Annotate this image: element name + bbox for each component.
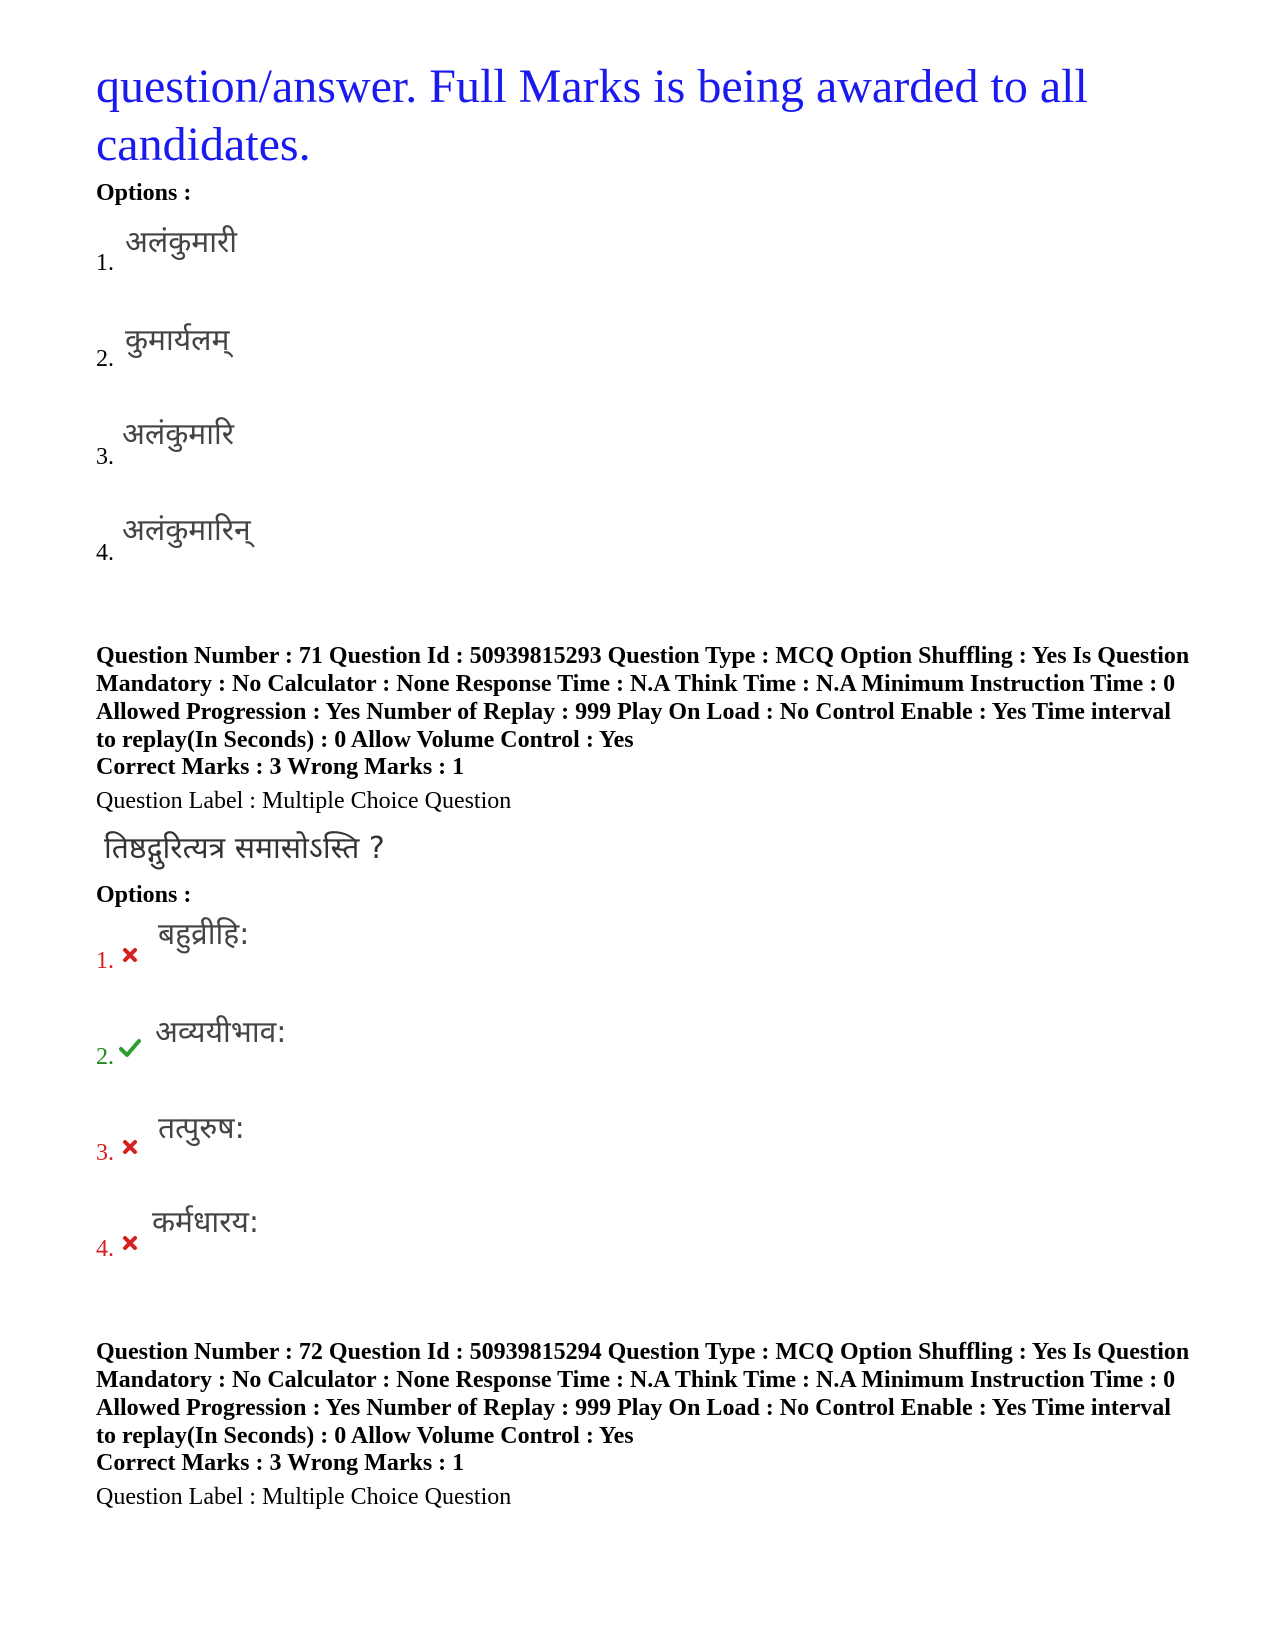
option-number: 3. bbox=[96, 1140, 114, 1166]
question-text: तिष्ठद्गुरित्यत्र समासोऽस्ति ? bbox=[104, 831, 385, 866]
question-label: Question Label : Multiple Choice Question bbox=[96, 1484, 512, 1510]
option-number: 1. bbox=[96, 948, 114, 974]
cross-icon bbox=[121, 1234, 139, 1252]
option-number: 4. bbox=[96, 1236, 114, 1262]
option-number: 2. bbox=[96, 1044, 114, 1070]
question-meta: Question Number : 71 Question Id : 50939815293 Question Type : MCQ Option Shuffling : Yes Is Question Mandatory : No Calculator : None Response Time : N.A Think Time : N.A Minimum Instruction Time : 0 Allowed Progression : Yes Number of Replay : 999 Play On Load : No Control Enable : Yes Time interval to replay(In Seconds) : 0 Allow Volume Control : Yes bbox=[96, 643, 1190, 753]
option-text: अव्ययीभाव: bbox=[155, 1015, 287, 1050]
option-text: कुमार्यलम् bbox=[125, 323, 230, 358]
options-heading: Options : bbox=[96, 180, 192, 206]
option-text: बहुव्रीहि: bbox=[158, 917, 250, 952]
option-number: 4. bbox=[96, 540, 114, 566]
marks-line: Correct Marks : 3 Wrong Marks : 1 bbox=[96, 1450, 465, 1476]
marks-line: Correct Marks : 3 Wrong Marks : 1 bbox=[96, 754, 465, 780]
option-number: 3. bbox=[96, 444, 114, 470]
check-icon bbox=[118, 1036, 142, 1060]
option-text: अलंकुमारि bbox=[122, 417, 235, 452]
option-text: तत्पुरुष: bbox=[158, 1111, 245, 1146]
question-meta: Question Number : 72 Question Id : 50939815294 Question Type : MCQ Option Shuffling : Yes Is Question Mandatory : No Calculator : None Response Time : N.A Think Time : N.A Minimum Instruction Time : 0 Allowed Progression : Yes Number of Replay : 999 Play On Load : No Control Enable : Yes Time interval to replay(In Seconds) : 0 Allow Volume Control : Yes bbox=[96, 1339, 1190, 1449]
option-number: 2. bbox=[96, 346, 114, 372]
options-heading: Options : bbox=[96, 882, 192, 908]
question-label: Question Label : Multiple Choice Question bbox=[96, 788, 512, 814]
option-number: 1. bbox=[96, 250, 114, 276]
option-text: अलंकुमारिन् bbox=[122, 513, 251, 548]
cross-icon bbox=[121, 1138, 139, 1156]
full-marks-notice: question/answer. Full Marks is being awarded to all candidates. bbox=[96, 60, 1088, 171]
option-text: कर्मधारय: bbox=[152, 1205, 259, 1240]
cross-icon bbox=[121, 946, 139, 964]
option-text: अलंकुमारी bbox=[125, 225, 238, 260]
